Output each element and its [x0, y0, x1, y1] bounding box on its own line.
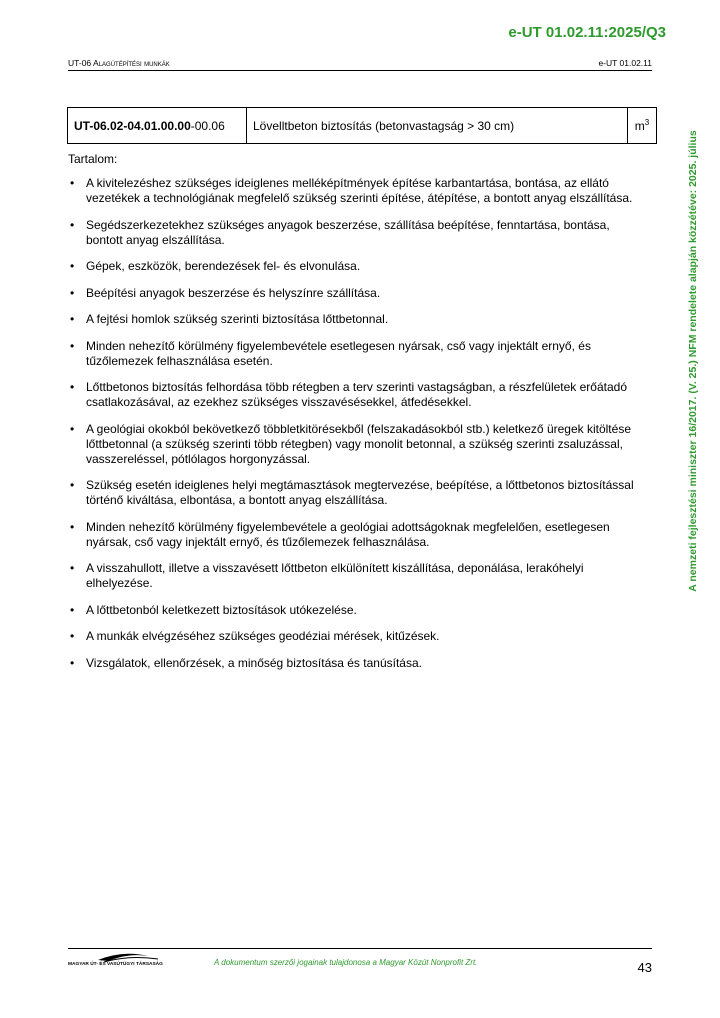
list-item — [68, 520, 638, 550]
bullet-icon: • — [70, 602, 75, 617]
list-item — [68, 176, 638, 206]
page-number: 43 — [637, 960, 652, 975]
bullet-icon: • — [70, 380, 75, 394]
item-code-suffix: -00.06 — [190, 118, 225, 133]
list-item-text: Lőttbetonos biztosítás felhordása több rétegben a terv szerinti vastagságban, a részfelületek erőátadó csatlakozásával, az ezekhez szükséges visszavésésekkel, átfedésekkel. — [86, 380, 628, 409]
bullet-icon: • — [70, 478, 75, 492]
list-item-text: Segédszerkezetekhez szükséges anyagok beszerzése, szállítása beépítése, fenntartása, bontása, bontott anyag elszállítása. — [86, 217, 610, 247]
bullet-icon: • — [70, 312, 75, 326]
item-code — [68, 108, 247, 144]
document-id: e-UT 01.02.11:2025/Q3 — [508, 24, 666, 41]
item-header-table — [67, 107, 657, 144]
list-item — [68, 312, 638, 327]
list-item-text: A visszahullott, illetve a visszavésett lőttbeton elkülönített kiszállítása, deponálása, lerakóhelyi elhelyezése. — [86, 561, 584, 590]
running-header — [68, 58, 652, 71]
list-item-text: Szükség esetén ideiglenes helyi megtámasztások megtervezése, beépítése, a lőttbetonos biztosítással történő kiváltása, elbontása, a bontott anyag elszállítása. — [86, 478, 634, 507]
list-item-text: A lőttbetonból keletkezett biztosítások utókezelése. — [86, 602, 357, 617]
list-item-text: Minden nehezítő körülmény figyelembevétele esetlegesen nyársak, cső vagy injektált ernyő, és tűzőlemezek felhasználása esetén. — [86, 338, 591, 368]
standard-number: e-UT 01.02.11 — [598, 58, 652, 68]
bullet-icon: • — [70, 421, 75, 436]
bullet-icon: • — [70, 285, 75, 300]
item-code-main: UT-06.02-04.01.00.00 — [74, 118, 191, 133]
organization-name: MAGYAR ÚT- ÉS VASÚTÜGYI TÁRSASÁG — [68, 962, 163, 967]
list-item — [68, 218, 638, 248]
content-list — [68, 176, 638, 682]
unit-base: m — [634, 119, 645, 133]
bullet-icon: • — [70, 561, 75, 575]
list-item-text: Beépítési anyagok beszerzése és helyszínre szállítása. — [86, 285, 381, 300]
list-item — [68, 629, 638, 644]
content-label: Tartalom: — [68, 152, 118, 166]
list-item — [68, 380, 638, 410]
unit-exponent: 3 — [644, 118, 650, 127]
list-item — [68, 422, 638, 467]
list-item-text: A fejtési homlok szükség szerinti biztosítása lőttbetonnal. — [86, 312, 389, 326]
item-unit — [628, 108, 657, 144]
bullet-icon: • — [70, 519, 75, 534]
list-item — [68, 656, 638, 671]
chapter-title: UT-06 Alagútépítési munkák — [68, 58, 170, 68]
list-item-text: A geológiai okokból bekövetkező többletkitörésekből (felszakadásokból stb.) keletkező üregek kitöltése lőttbetonnal (a szükség szerinti több rétegben) vagy monolit betonnal, a szükség szerinti zsaluzással, vasszereléssel, pótlólagos horgonyzással. — [86, 421, 631, 466]
list-item — [68, 478, 638, 508]
list-item-text: Gépek, eszközök, berendezések fel- és elvonulása. — [86, 259, 361, 273]
bullet-icon: • — [70, 338, 75, 353]
bullet-icon: • — [70, 217, 75, 232]
bullet-icon: • — [70, 176, 75, 190]
bullet-icon: • — [70, 259, 75, 273]
list-item — [68, 259, 638, 274]
list-item-text: Vizsgálatok, ellenőrzések, a minőség biztosítása és tanúsítása. — [86, 655, 422, 670]
list-item — [68, 286, 638, 301]
copyright-notice: A dokumentum szerzői jogainak tulajdonosa a Magyar Közút Nonprofit Zrt. — [214, 958, 478, 967]
list-item — [68, 603, 638, 618]
item-description: Lövelltbeton biztosítás (betonvastagság > 30 cm) — [247, 108, 628, 144]
list-item — [68, 339, 638, 369]
bullet-icon: • — [70, 655, 75, 670]
list-item-text: A munkák elvégzéséhez szükséges geodéziai mérések, kitűzések. — [86, 629, 440, 643]
list-item — [68, 561, 638, 591]
publication-note: A nemzeti fejlesztési miniszter 16/2017. (V. 25.) NFM rendelete alapján közzétéve: 2025. július — [687, 130, 699, 592]
list-item-text: A kivitelezéshez szükséges ideiglenes melléképítmények építése karbantartása, bontása, az ellátó vezetékek a technológiának megfelelő szükség szerinti építése, átépítése, a bontott anyag elszállítása. — [86, 176, 633, 205]
bullet-icon: • — [70, 629, 75, 643]
footer-divider — [68, 948, 652, 949]
list-item-text: Minden nehezítő körülmény figyelembevétele a geológiai adottságoknak megfelelően, esetlegesen nyársak, cső vagy injektált ernyő, és tűzőlemezek felhasználása. — [86, 519, 610, 549]
